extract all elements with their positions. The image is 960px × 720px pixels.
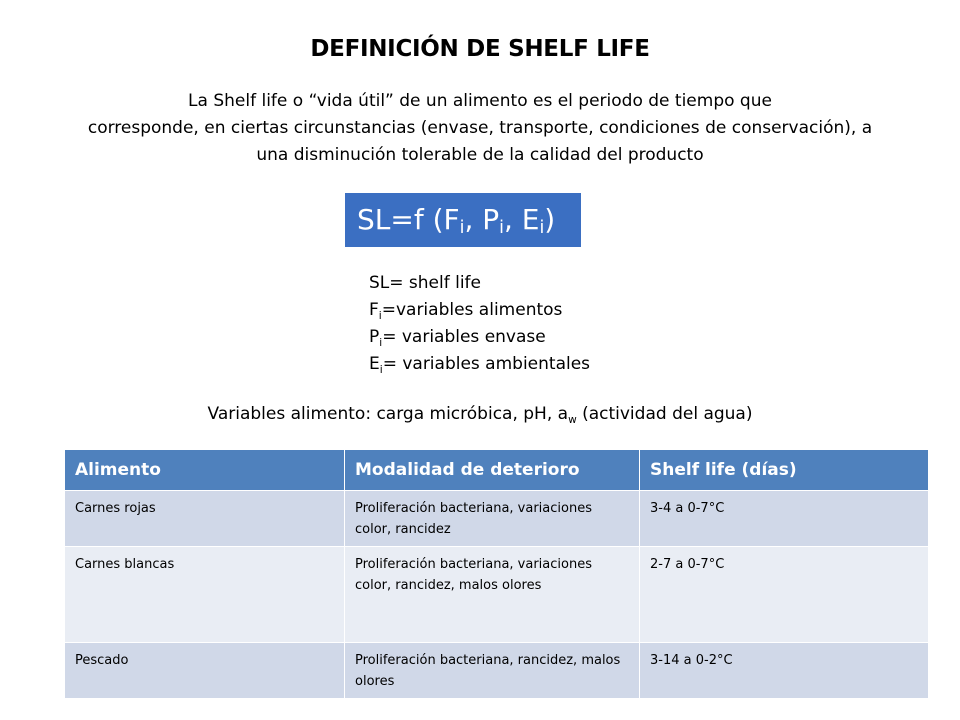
variable-e-letter: E bbox=[369, 354, 380, 374]
variable-f-sub: i bbox=[378, 310, 382, 322]
variable-f bbox=[369, 297, 590, 324]
table-row bbox=[65, 643, 929, 699]
cell-modalidad: Proliferación bacteriana, variaciones color, rancidez, malos olores bbox=[345, 547, 640, 643]
variable-f-letter: F bbox=[369, 300, 379, 320]
variable-sl: SL= shelf life bbox=[369, 273, 482, 293]
formula-sub-p: i bbox=[499, 218, 504, 238]
header-shelf-life: Shelf life (días) bbox=[640, 450, 929, 491]
variable-e-sub: i bbox=[379, 364, 383, 376]
header-alimento: Alimento bbox=[65, 450, 345, 491]
note-sub: w bbox=[568, 414, 577, 426]
variable-f-text: =variables alimentos bbox=[381, 300, 563, 320]
variables-alimento-note bbox=[0, 404, 960, 424]
formula-suffix: ) bbox=[544, 203, 556, 236]
formula-sub-e: i bbox=[539, 218, 545, 238]
variables-list bbox=[369, 270, 590, 378]
formula-prefix: SL=f (F bbox=[357, 203, 460, 236]
cell-shelf-life: 3-4 a 0-7°C bbox=[640, 491, 929, 547]
table-header-row bbox=[65, 450, 929, 491]
cell-shelf-life: 3-14 a 0-2°C bbox=[640, 643, 929, 699]
definition-paragraph bbox=[40, 88, 920, 169]
formula-sep-p: , P bbox=[464, 203, 500, 236]
variable-p-letter: P bbox=[369, 327, 380, 347]
cell-alimento: Pescado bbox=[65, 643, 345, 699]
variable-p bbox=[369, 324, 590, 351]
note-text-after: (actividad del agua) bbox=[576, 404, 753, 424]
header-modalidad: Modalidad de deterioro bbox=[345, 450, 640, 491]
variable-e-text: = variables ambientales bbox=[382, 354, 591, 374]
formula-sub-f: i bbox=[459, 218, 465, 238]
formula-sep-e: , E bbox=[503, 203, 540, 236]
variable-p-sub: i bbox=[379, 337, 383, 349]
variable-p-text: = variables envase bbox=[382, 327, 546, 347]
cell-alimento: Carnes rojas bbox=[65, 491, 345, 547]
cell-modalidad: Proliferación bacteriana, rancidez, malos olores bbox=[345, 643, 640, 699]
variable-e bbox=[369, 351, 590, 378]
table-row bbox=[65, 491, 929, 547]
page-title: DEFINICIÓN DE SHELF LIFE bbox=[310, 36, 650, 62]
definition-line-2: corresponde, en ciertas circunstancias (envase, transporte, condiciones de conservación), a bbox=[87, 118, 873, 138]
formula-box bbox=[345, 193, 581, 247]
table-row bbox=[65, 547, 929, 643]
cell-modalidad: Proliferación bacteriana, variaciones color, rancidez bbox=[345, 491, 640, 547]
cell-alimento: Carnes blancas bbox=[65, 547, 345, 643]
cell-shelf-life: 2-7 a 0-7°C bbox=[640, 547, 929, 643]
definition-line-3: una disminución tolerable de la calidad del producto bbox=[256, 145, 704, 165]
note-text: Variables alimento: carga micróbica, pH, a bbox=[207, 404, 569, 424]
shelf-life-table bbox=[64, 449, 929, 699]
definition-line-1: La Shelf life o “vida útil” de un alimento es el periodo de tiempo que bbox=[188, 91, 772, 111]
